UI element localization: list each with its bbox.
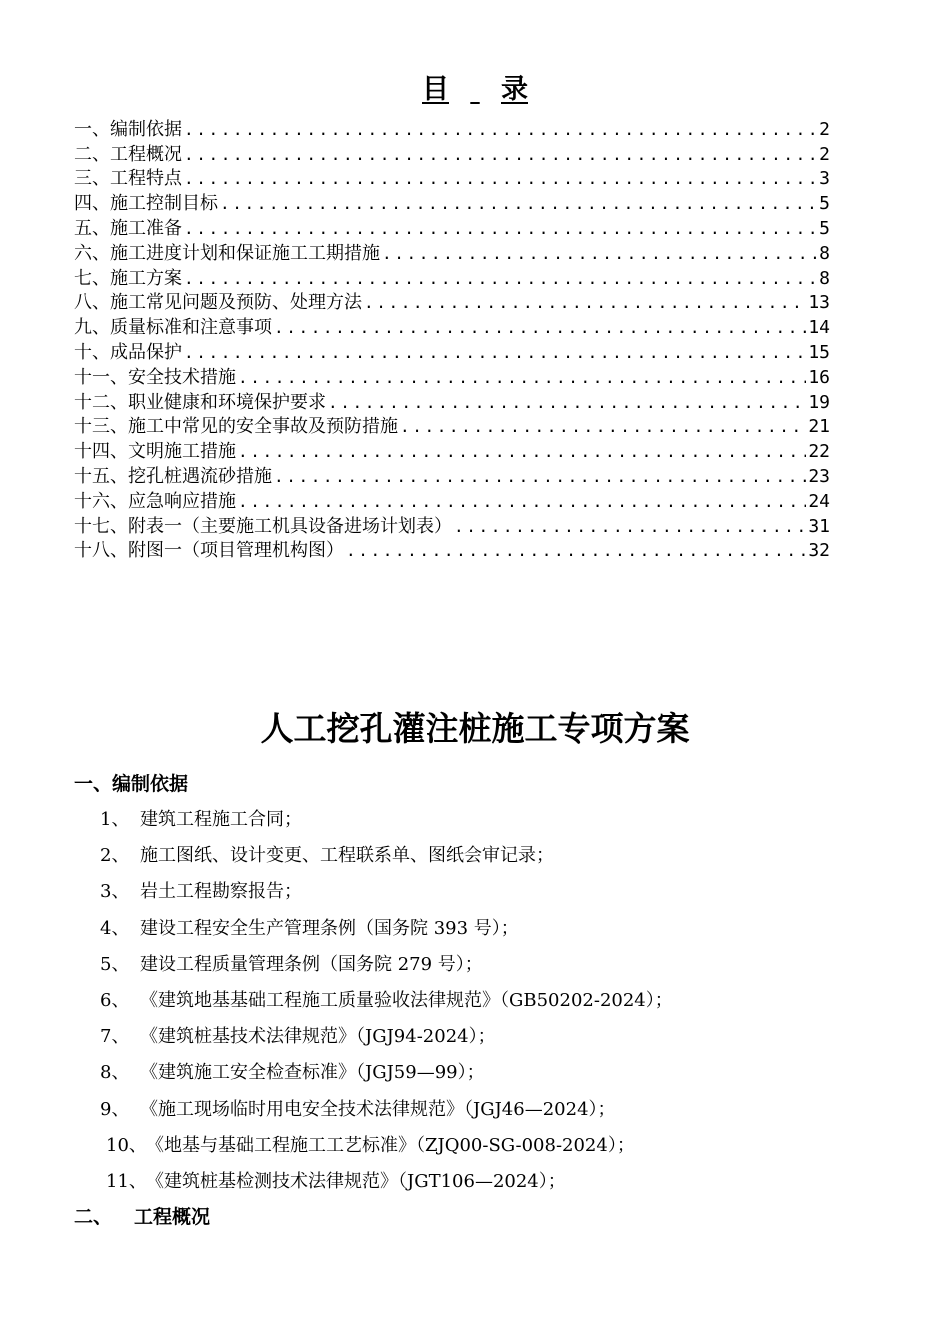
list-item-text: 《建筑施工安全检查标准》（JGJ59—99）； [140,1062,485,1084]
toc-leader-dots [274,466,806,488]
toc-title [0,72,950,108]
toc-entry-label: 十二、职业健康和环境保护要求 [74,391,326,413]
toc-title-right: 录 [501,74,528,105]
toc-entry-label: 十七、附表一（主要施工机具设备进场计划表） [74,515,452,537]
toc-entry-page: 5 [819,217,830,239]
toc-leader-dots [382,243,817,265]
toc-entry[interactable] [74,141,830,166]
list-item-number: 2、 [100,845,130,867]
list-item-number: 6、 [100,989,130,1011]
list-item-number: 1、 [100,809,130,830]
toc-entry[interactable] [74,215,830,240]
toc-entry[interactable] [74,438,830,463]
list-item [0,878,950,914]
toc-entry[interactable] [74,240,830,265]
section-heading-basis: 一、编制依据 [74,773,189,795]
toc-entry-label: 十三、施工中常见的安全事故及预防措施 [74,416,398,438]
toc-entry-label: 十四、文明施工措施 [74,441,236,463]
toc-leader-dots [346,540,806,562]
toc-title-left: 目 [422,74,449,105]
basis-list [0,806,950,1204]
list-item-text: 《施工现场临时用电安全技术法律规范》（JGJ46—2024）； [140,1098,616,1120]
list-item-text: 《地基与基础工程施工工艺标准》（ZJQ00-SG-008-2024）； [146,1134,635,1156]
list-item-text: 建筑工程施工合同； [140,809,302,830]
toc-entry-page: 2 [819,118,830,140]
list-item-number: 4、 [100,917,130,939]
document-title: 人工挖孔灌注桩施工专项方案 [260,709,690,748]
list-item-text: 《建筑桩基检测技术法律规范》（JGT106—2024）； [146,1170,566,1192]
toc-leader-dots [238,367,806,389]
toc-entry[interactable] [74,513,830,538]
toc-entry[interactable] [74,265,830,290]
toc-leader-dots [220,193,817,215]
list-item [0,842,950,878]
list-item-number: 10、 [106,1134,147,1156]
toc-entry[interactable] [74,290,830,315]
toc-entry-label: 四、施工控制目标 [74,193,218,215]
toc-leader-dots [184,268,817,290]
toc-entry-page: 32 [808,540,830,562]
list-item-text: 《建筑桩基技术法律规范》（JGJ94-2024）； [140,1026,496,1048]
toc-leader-dots [238,491,806,513]
list-item [0,951,950,987]
toc-entry-label: 十一、安全技术措施 [74,366,236,388]
toc-entry-label: 十六、应急响应措施 [74,490,236,512]
list-item [0,987,950,1023]
toc-entry-label: 九、质量标准和注意事项 [74,317,272,339]
list-item-text: 《建筑地基基础工程施工质量验收法律规范》（GB50202-2024）； [140,989,673,1011]
list-item-number: 5、 [100,953,130,975]
toc-entry[interactable] [74,538,830,563]
toc-entry[interactable] [74,488,830,513]
list-item [0,1096,950,1132]
toc-leader-dots [184,144,817,166]
toc-entry-page: 13 [808,292,830,314]
toc-leader-dots [400,416,806,438]
toc-entry[interactable] [74,414,830,439]
toc-entry-page: 24 [808,490,830,512]
table-of-contents [74,116,830,562]
toc-entry-page: 14 [808,317,830,339]
section-heading-overview-text: 工程概况 [134,1206,211,1228]
list-item [0,1168,950,1204]
toc-entry-page: 16 [808,366,830,388]
toc-entry-page: 8 [819,267,830,289]
toc-leader-dots [364,292,806,314]
list-item-text: 岩土工程勘察报告； [140,881,302,903]
toc-entry-label: 七、施工方案 [74,267,182,289]
toc-entry-page: 15 [808,341,830,363]
toc-entry-page: 21 [808,416,830,438]
list-item-number: 9、 [100,1098,130,1120]
toc-entry[interactable] [74,116,830,141]
list-item [0,806,950,842]
section-heading-overview [74,1204,210,1230]
list-item-number: 8、 [100,1062,130,1084]
toc-entry-label: 一、编制依据 [74,118,182,140]
list-item-number: 3、 [100,881,130,903]
section-heading-overview-num: 二、 [74,1206,113,1228]
toc-entry[interactable] [74,339,830,364]
list-item [0,1023,950,1059]
toc-entry-page: 19 [808,391,830,413]
toc-leader-dots [454,516,806,538]
toc-entry-label: 十八、附图一（项目管理机构图） [74,540,344,562]
toc-entry-label: 五、施工准备 [74,217,182,239]
toc-entry-label: 二、工程概况 [74,143,182,165]
toc-entry-label: 十、成品保护 [74,341,182,363]
toc-entry[interactable] [74,190,830,215]
toc-leader-dots [184,218,817,240]
toc-entry-label: 八、施工常见问题及预防、处理方法 [74,292,362,314]
list-item [0,915,950,951]
toc-entry[interactable] [74,463,830,488]
toc-leader-dots [274,317,806,339]
toc-entry-page: 31 [808,515,830,537]
toc-entry-label: 十五、挖孔桩遇流砂措施 [74,465,272,487]
toc-entry-page: 22 [808,441,830,463]
list-item-number: 11、 [106,1170,147,1192]
toc-entry-page: 8 [819,242,830,264]
toc-entry-page: 2 [819,143,830,165]
toc-entry-label: 六、施工进度计划和保证施工工期措施 [74,242,380,264]
toc-leader-dots [184,168,817,190]
toc-entry-page: 5 [819,193,830,215]
toc-leader-dots [184,119,817,141]
list-item [0,1059,950,1095]
toc-entry[interactable] [74,389,830,414]
toc-entry[interactable] [74,364,830,389]
list-item-text: 建设工程质量管理条例（国务院 279 号）； [140,953,483,975]
toc-entry-page: 3 [819,168,830,190]
list-item-text: 施工图纸、设计变更、工程联系单、图纸会审记录； [140,845,554,867]
toc-entry[interactable] [74,314,830,339]
toc-entry-label: 三、工程特点 [74,168,182,190]
list-item [0,1132,950,1168]
list-item-number: 7、 [100,1026,130,1048]
toc-entry[interactable] [74,166,830,191]
toc-leader-dots [328,392,806,414]
list-item-text: 建设工程安全生产管理条例（国务院 393 号）； [140,917,519,939]
toc-entry-page: 23 [808,465,830,487]
toc-leader-dots [238,441,806,463]
toc-leader-dots [184,342,806,364]
